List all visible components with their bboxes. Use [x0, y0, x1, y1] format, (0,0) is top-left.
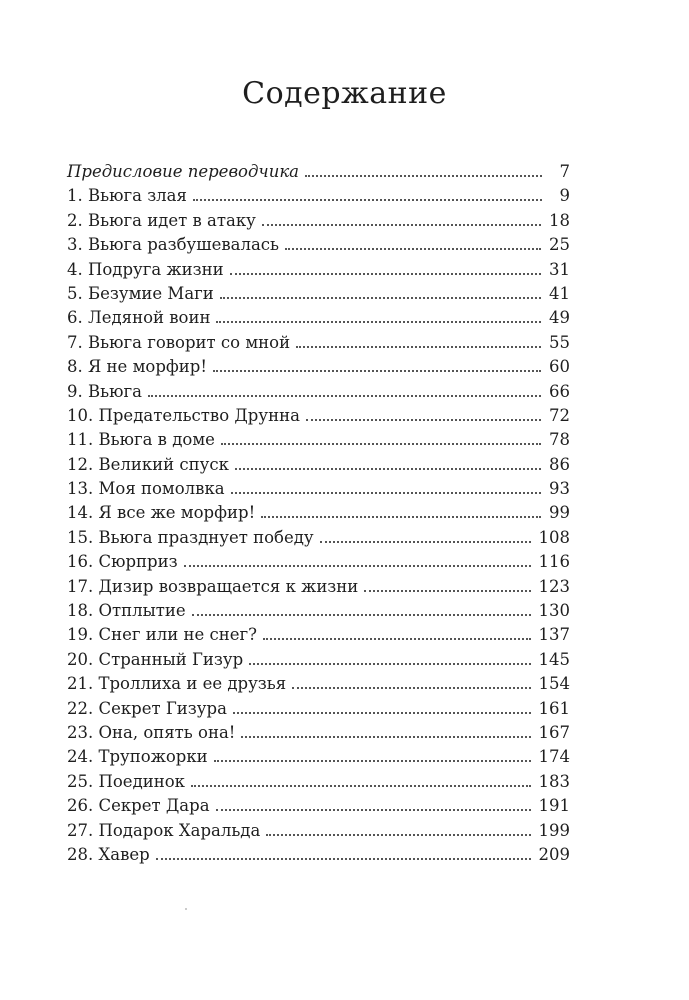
dot-leader	[221, 442, 541, 445]
toc-entry	[67, 258, 570, 282]
dot-leader	[191, 784, 531, 787]
dot-leader	[213, 369, 541, 372]
toc-entry-page-number: 66	[549, 381, 570, 401]
toc-entry-page-number: 9	[559, 186, 570, 206]
toc-entry-title: 17. Дизир возвращается к жизни	[67, 576, 359, 596]
dot-leader	[230, 272, 541, 275]
toc-entry-title: 14. Я все же морфир!	[67, 503, 256, 523]
toc-entry	[67, 380, 570, 404]
toc-entry	[67, 477, 570, 501]
toc-entry-title: 22. Секрет Гизура	[67, 698, 227, 718]
print-speck	[185, 908, 187, 910]
toc-entry-page-number: 7	[559, 162, 570, 181]
toc-entry	[67, 575, 570, 599]
toc-entry-title: 27. Подарок Харальда	[67, 820, 261, 840]
toc-entry-page-number: 174	[538, 747, 570, 767]
dot-leader	[263, 637, 531, 640]
toc-entry	[67, 843, 570, 867]
toc-entry-title: Предисловие переводчика	[67, 162, 300, 181]
toc-entry	[67, 184, 570, 208]
dot-leader	[296, 345, 541, 348]
toc-entry-title: 5. Безумие Маги	[67, 283, 214, 303]
toc-entry-title: 23. Она, опять она!	[67, 722, 236, 742]
dot-leader	[156, 857, 531, 860]
toc-entry-title: 3. Вьюга разбушевалась	[67, 235, 280, 255]
dot-leader	[266, 833, 530, 836]
dot-leader	[364, 589, 530, 592]
dot-leader	[233, 711, 531, 714]
dot-leader	[305, 174, 542, 177]
toc-entry	[67, 404, 570, 428]
dot-leader	[214, 759, 531, 762]
toc-entry-page-number: 72	[549, 405, 570, 425]
toc-entry	[67, 721, 570, 745]
toc-entry	[67, 209, 570, 233]
toc-entry-page-number: 49	[549, 308, 570, 328]
toc-entry-title: 13. Моя помолвка	[67, 479, 225, 499]
dot-leader	[306, 418, 541, 421]
dot-leader	[216, 808, 531, 811]
toc-entry-page-number: 137	[538, 625, 570, 645]
toc-entry	[67, 331, 570, 355]
dot-leader	[235, 467, 541, 470]
toc-entry	[67, 672, 570, 696]
toc-entry	[67, 819, 570, 843]
toc-entry	[67, 550, 570, 574]
toc-entry-title: 20. Странный Гизур	[67, 649, 244, 669]
toc-entry-page-number: 86	[549, 454, 570, 474]
dot-leader	[262, 223, 541, 226]
toc-entry-title: 15. Вьюга празднует победу	[67, 527, 314, 547]
toc-entry-title: 7. Вьюга говорит со мной	[67, 332, 291, 352]
toc-entry-page-number: 108	[538, 527, 570, 547]
dot-leader	[292, 686, 530, 689]
dot-leader	[220, 296, 541, 299]
toc-entry-page-number: 25	[549, 235, 570, 255]
toc-entry	[67, 233, 570, 257]
toc-entry	[67, 526, 570, 550]
toc-entry	[67, 160, 570, 184]
toc-entry-page-number: 18	[549, 210, 570, 230]
toc-entry	[67, 306, 570, 330]
toc-entry-title: 10. Предательство Друнна	[67, 405, 300, 425]
toc-entry	[67, 453, 570, 477]
toc-entry-page-number: 41	[549, 283, 570, 303]
toc-entry	[67, 355, 570, 379]
toc-entry-title: 28. Хавер	[67, 844, 150, 864]
toc-entry-title: 6. Ледяной воин	[67, 308, 211, 328]
toc-entry-page-number: 55	[549, 332, 570, 352]
toc-entry	[67, 770, 570, 794]
dot-leader	[184, 564, 531, 567]
toc-entry-title: 16. Сюрприз	[67, 552, 178, 572]
toc-entry-title: 11. Вьюга в доме	[67, 430, 215, 450]
toc-entry-page-number: 31	[549, 259, 570, 279]
toc-entry-page-number: 167	[538, 722, 570, 742]
toc-entry	[67, 428, 570, 452]
toc-entry	[67, 282, 570, 306]
dot-leader	[241, 735, 530, 738]
toc-entry-page-number: 145	[538, 649, 570, 669]
toc-entry-title: 9. Вьюга	[67, 381, 142, 401]
toc-entry-page-number: 183	[538, 771, 570, 791]
toc-entry-page-number: 78	[549, 430, 570, 450]
toc-entry-title: 4. Подруга жизни	[67, 259, 224, 279]
dot-leader	[216, 320, 541, 323]
toc-entry-page-number: 116	[538, 552, 570, 572]
toc-entry-page-number: 93	[549, 479, 570, 499]
toc-entry	[67, 623, 570, 647]
dot-leader	[285, 247, 541, 250]
toc-entry-page-number: 123	[538, 576, 570, 596]
toc-entry	[67, 648, 570, 672]
table-of-contents	[67, 160, 570, 867]
toc-entry	[67, 501, 570, 525]
dot-leader	[231, 491, 541, 494]
toc-entry-page-number: 161	[538, 698, 570, 718]
toc-entry-page-number: 60	[549, 357, 570, 377]
toc-entry-page-number: 154	[538, 674, 570, 694]
page-title: Содержание	[242, 76, 447, 111]
toc-entry-title: 24. Трупожорки	[67, 747, 208, 767]
dot-leader	[148, 394, 541, 397]
dot-leader	[193, 198, 542, 201]
dot-leader	[192, 613, 531, 616]
dot-leader	[261, 515, 541, 518]
toc-entry-title: 8. Я не морфир!	[67, 357, 208, 377]
toc-entry-title: 26. Секрет Дара	[67, 796, 210, 816]
toc-entry-page-number: 191	[538, 796, 570, 816]
toc-entry-title: 2. Вьюга идет в атаку	[67, 210, 256, 230]
toc-entry-title: 12. Великий спуск	[67, 454, 229, 474]
toc-entry-title: 25. Поединок	[67, 771, 185, 791]
toc-entry	[67, 599, 570, 623]
toc-entry	[67, 745, 570, 769]
toc-entry	[67, 697, 570, 721]
toc-entry-page-number: 99	[549, 503, 570, 523]
toc-entry-title: 19. Снег или не снег?	[67, 625, 257, 645]
dot-leader	[320, 540, 531, 543]
toc-entry-title: 18. Отплытие	[67, 601, 186, 621]
toc-entry	[67, 794, 570, 818]
dot-leader	[249, 662, 530, 665]
toc-entry-title: 1. Вьюга злая	[67, 186, 187, 206]
toc-entry-title: 21. Троллиха и ее друзья	[67, 674, 287, 694]
toc-entry-page-number: 130	[538, 601, 570, 621]
toc-entry-page-number: 209	[538, 844, 570, 864]
toc-entry-page-number: 199	[538, 820, 570, 840]
